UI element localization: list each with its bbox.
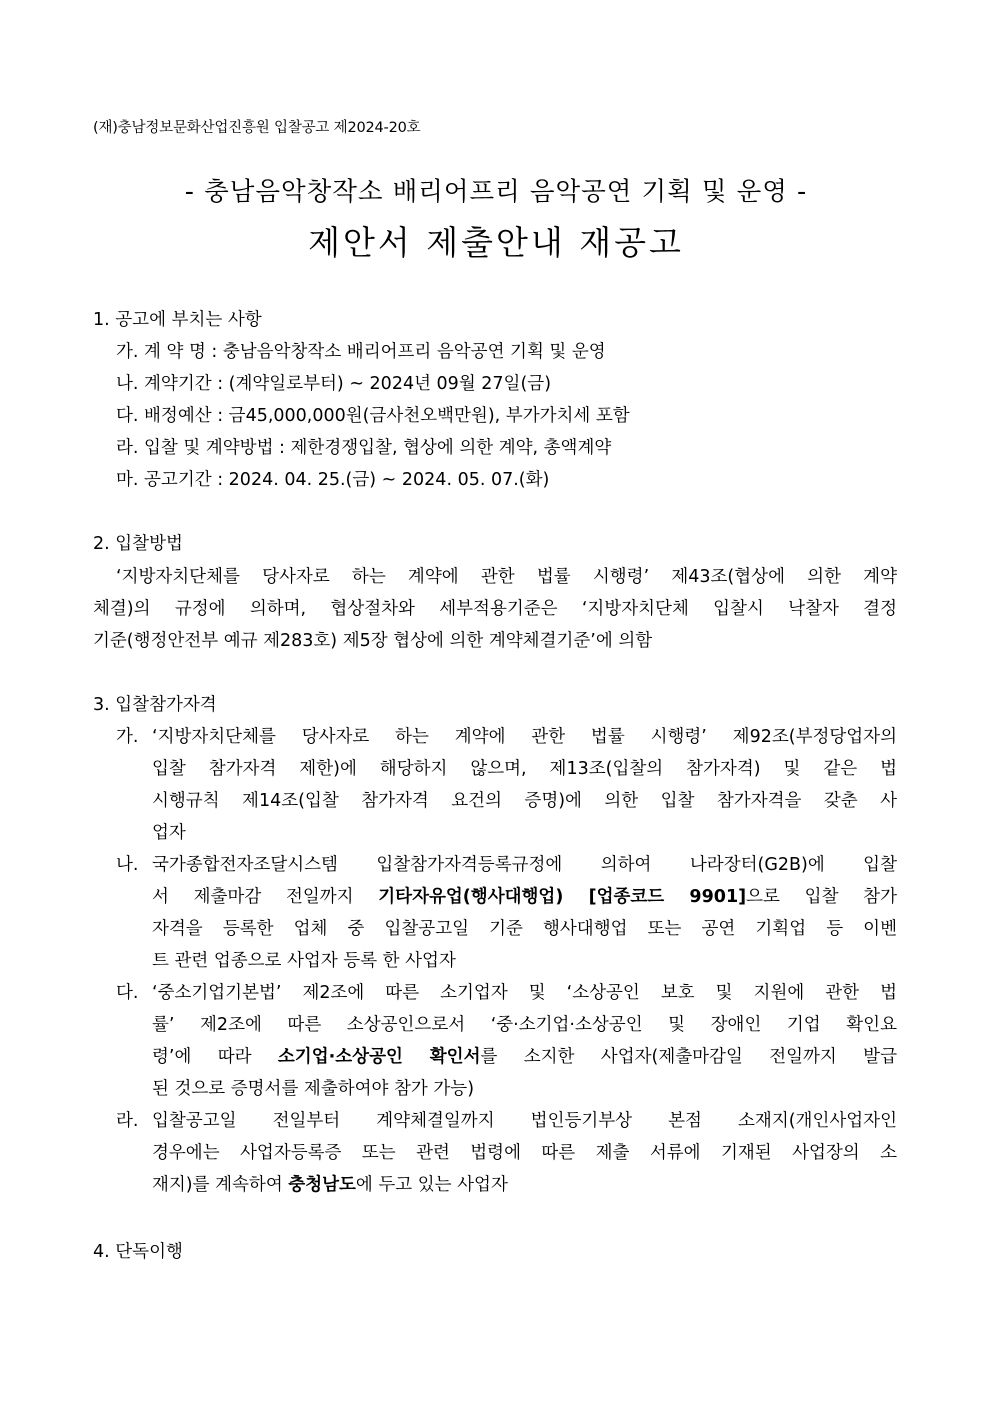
- item-ra-line: 입찰공고일 전일부터 계약체결일까지 법인등기부상 본점 소재지(개인사업자인: [152, 1111, 897, 1131]
- item-marker-na: 나.: [116, 855, 139, 875]
- item-da-text: 를 소지한 사업자(제출마감일 전일까지 발급: [480, 1047, 897, 1067]
- document-title: 제안서 제출안내 재공고: [308, 223, 684, 262]
- item-ga-line: 업자: [152, 823, 186, 843]
- document-subtitle: - 충남음악창작소 배리어프리 음악공연 기획 및 운영 -: [184, 177, 808, 207]
- section-4-heading: 4. 단독이행: [93, 1242, 183, 1262]
- item-na-line: 트 관련 업종으로 사업자 등록 한 사업자: [152, 951, 456, 971]
- section-2-line: ‘지방자치단체를 당사자로 하는 계약에 관한 법률 시행령’ 제43조(협상에 의한 계약: [116, 567, 897, 587]
- section-1-item: 라. 입찰 및 계약방법 : 제한경쟁입찰, 협상에 의한 계약, 총액계약: [116, 438, 612, 458]
- item-na-text: 으로 입찰 참가: [746, 887, 897, 907]
- item-ga-line: 입찰 참가자격 제한)에 해당하지 않으며, 제13조(입찰의 참가자격) 및 같은 법: [152, 759, 897, 779]
- item-ra-text: 재지)를 계속하여: [152, 1175, 289, 1195]
- section-2-line: 기준(행정안전부 예규 제283호) 제5장 협상에 의한 계약체결기준’에 의함: [93, 631, 653, 651]
- item-da-line: 률’ 제2조에 따른 소상공인으로서 ‘중·소기업·소상공인 및 장애인 기업 확인요: [152, 1015, 897, 1035]
- item-da-text: 령’에 따라: [152, 1047, 278, 1067]
- section-1-item: 나. 계약기간 : (계약일로부터) ~ 2024년 09월 27일(금): [116, 374, 552, 394]
- notice-number: (재)충남정보문화산업진흥원 입찰공고 제2024-20호: [93, 120, 421, 136]
- item-da-line: ‘중소기업기본법’ 제2조에 따른 소기업자 및 ‘소상공인 보호 및 지원에 관한 법: [152, 983, 897, 1003]
- item-marker-da: 다.: [116, 983, 139, 1003]
- section-1-item: 가. 계 약 명 : 충남음악창작소 배리어프리 음악공연 기획 및 운영: [116, 342, 606, 362]
- item-ra-line: 경우에는 사업자등록증 또는 관련 법령에 따른 제출 서류에 기재된 사업장의 소: [152, 1143, 897, 1163]
- section-2-heading: 2. 입찰방법: [93, 534, 183, 554]
- section-1-heading: 1. 공고에 부치는 사항: [93, 310, 262, 330]
- item-ga-line: ‘지방자치단체를 당사자로 하는 계약에 관한 법률 시행령’ 제92조(부정당업자의: [152, 727, 897, 747]
- section-1-item: 마. 공고기간 : 2024. 04. 25.(금) ~ 2024. 05. 07.(화): [116, 470, 550, 490]
- item-ra-region: 충청남도: [288, 1175, 356, 1195]
- item-na-line: [152, 883, 897, 908]
- item-na-text: 서 제출마감 전일까지: [152, 887, 379, 907]
- item-ga-line: 시행규칙 제14조(입찰 참가자격 요건의 증명)에 의한 입찰 참가자격을 갖춘 사: [152, 791, 897, 811]
- item-da-certificate: 소기업·소상공인 확인서: [277, 1047, 481, 1067]
- section-1-item: 다. 배정예산 : 금45,000,000원(금사천오백만원), 부가가치세 포함: [116, 406, 630, 426]
- item-ra-line: [152, 1171, 897, 1196]
- item-na-business-code: 기타자유업(행사대행업) [업종코드 9901]: [378, 887, 747, 907]
- section-2-line: 체결)의 규정에 의하며, 협상절차와 세부적용기준은 ‘지방자치단체 입찰시 낙찰자 결정: [93, 599, 897, 619]
- item-na-line: 국가종합전자조달시스템 입찰참가자격등록규정에 의하여 나라장터(G2B)에 입찰: [152, 855, 897, 875]
- item-marker-ga: 가.: [116, 727, 139, 747]
- item-da-line: 된 것으로 증명서를 제출하여야 참가 가능): [152, 1079, 475, 1099]
- item-da-line: [152, 1043, 897, 1068]
- item-marker-ra: 라.: [116, 1111, 139, 1131]
- item-ra-text: 에 두고 있는 사업자: [355, 1175, 508, 1195]
- item-na-line: 자격을 등록한 업체 중 입찰공고일 기준 행사대행업 또는 공연 기획업 등 이벤: [152, 919, 897, 939]
- section-3-heading: 3. 입찰참가자격: [93, 695, 217, 715]
